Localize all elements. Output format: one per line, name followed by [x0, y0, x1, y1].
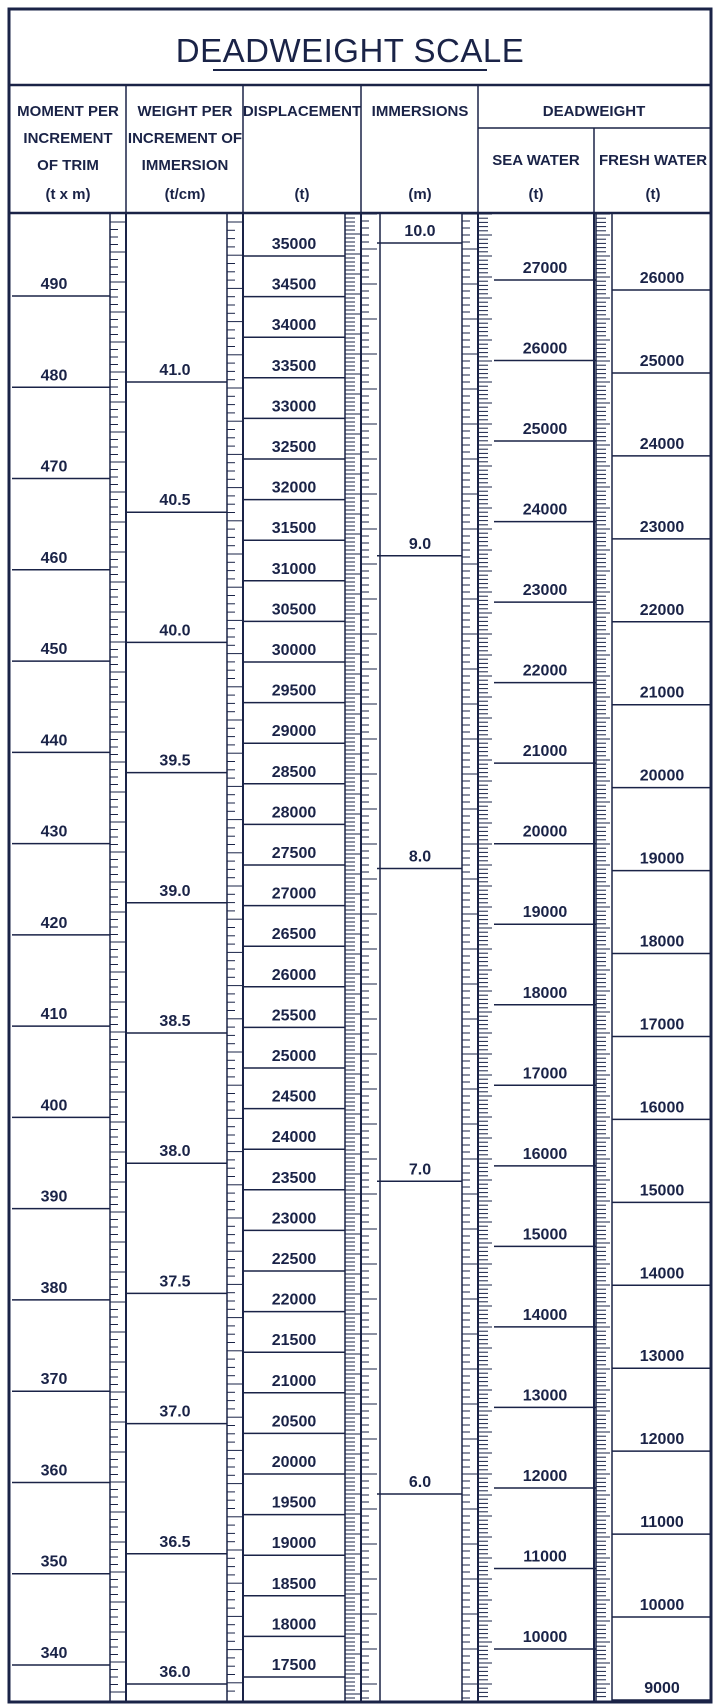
tpc-label: 39.0 — [159, 882, 191, 900]
sea-water-label: 12000 — [522, 1467, 568, 1485]
sea-water-label: 19000 — [522, 904, 568, 922]
displacement-label: 24000 — [271, 1129, 317, 1147]
displacement-label: 23500 — [271, 1169, 317, 1187]
displacement-label: 21000 — [271, 1372, 317, 1390]
sea-water-label: 10000 — [522, 1629, 568, 1646]
sea-water-label: 13000 — [522, 1387, 568, 1405]
fresh-water-label: 25000 — [639, 352, 685, 370]
displacement-label: 35000 — [271, 236, 317, 253]
fresh-water-label: 17000 — [639, 1016, 685, 1034]
fresh-water-label: 19000 — [639, 850, 685, 868]
sea-water-label: 11000 — [523, 1548, 567, 1566]
displacement-label: 30000 — [271, 642, 317, 659]
fresh-water-label: 26000 — [639, 270, 685, 287]
tpc-label: 37.0 — [159, 1403, 191, 1421]
header-tpc-line-1: WEIGHT PER — [137, 103, 233, 120]
fresh-water-label: 11000 — [640, 1514, 684, 1532]
sea-water-label: 23000 — [522, 582, 568, 600]
mct-label: 340 — [40, 1645, 68, 1662]
header-tpc — [128, 103, 242, 203]
page-title: DEADWEIGHT SCALE — [175, 32, 525, 69]
fresh-water-label: 21000 — [639, 684, 685, 702]
mct-label: 410 — [40, 1006, 68, 1024]
header-tpc-line-2: INCREMENT OF — [127, 130, 243, 147]
immersion-label: 9.0 — [408, 535, 432, 553]
header-sea-water-label: SEA WATER — [492, 152, 580, 169]
header-deadweight: DEADWEIGHT — [542, 103, 646, 120]
displacement-label: 31500 — [271, 520, 317, 538]
displacement-label: 24500 — [271, 1088, 317, 1106]
fresh-water-label: 12000 — [639, 1431, 685, 1449]
displacement-label: 22500 — [271, 1251, 317, 1268]
header-displacement-label: DISPLACEMENT — [242, 103, 362, 120]
header-tpc-line-3: IMMERSION — [141, 157, 229, 174]
sea-water-label: 27000 — [522, 260, 568, 277]
sea-water-label: 14000 — [522, 1306, 568, 1324]
header-mct-line-2: INCREMENT — [23, 130, 113, 147]
tpc-label: 40.5 — [159, 492, 191, 510]
mct-label: 490 — [40, 276, 68, 293]
sea-water-label: 18000 — [522, 984, 568, 1002]
displacement-label: 22000 — [271, 1291, 317, 1309]
displacement-label: 33500 — [271, 357, 317, 375]
mct-label: 390 — [40, 1188, 68, 1206]
mct-label: 350 — [40, 1553, 68, 1571]
header-displacement — [243, 103, 361, 203]
displacement-label: 34500 — [271, 276, 317, 294]
fresh-water-label: 22000 — [639, 601, 685, 619]
displacement-label: 29000 — [271, 723, 317, 741]
sea-water-label: 26000 — [522, 340, 568, 358]
tpc-label: 38.5 — [159, 1013, 191, 1030]
sea-water-label: 22000 — [522, 662, 568, 680]
displacement-label: 18500 — [271, 1575, 317, 1593]
displacement-label: 20000 — [271, 1454, 317, 1471]
tpc-label: 38.0 — [159, 1143, 191, 1161]
tpc-label: 40.0 — [159, 622, 191, 640]
header-fresh-water — [599, 152, 707, 203]
sea-water-label: 24000 — [522, 501, 568, 519]
displacement-label: 27000 — [271, 885, 317, 903]
fresh-water-label: 24000 — [639, 435, 685, 453]
sea-water-label: 16000 — [522, 1145, 568, 1163]
fresh-water-label: 10000 — [639, 1597, 685, 1615]
displacement-label: 25000 — [271, 1048, 317, 1065]
displacement-label: 31000 — [271, 560, 317, 578]
fresh-water-label: 20000 — [639, 767, 685, 785]
displacement-label: 30500 — [271, 601, 317, 619]
mct-label: 380 — [40, 1279, 68, 1297]
displacement-label: 28000 — [271, 804, 317, 822]
header-mct-line-3: OF TRIM — [37, 157, 99, 174]
header-fresh-water-label: FRESH WATER — [598, 152, 708, 169]
mct-label: 420 — [40, 914, 68, 932]
displacement-label: 20500 — [271, 1413, 317, 1431]
mct-label: 480 — [40, 367, 68, 385]
mct-label: 400 — [40, 1097, 68, 1115]
tpc-label: 39.5 — [159, 752, 191, 770]
mct-label: 450 — [40, 641, 68, 659]
tpc-label: 41.0 — [159, 362, 191, 379]
displacement-label: 19500 — [271, 1494, 317, 1512]
displacement-label: 19000 — [271, 1535, 317, 1553]
immersion-label: 8.0 — [408, 848, 432, 866]
header-immersions-label: IMMERSIONS — [371, 103, 469, 120]
header-immersions-unit: (m) — [408, 186, 432, 203]
displacement-label: 27500 — [271, 845, 317, 862]
mct-label: 460 — [40, 549, 68, 567]
header-tpc-unit: (t/cm) — [164, 186, 206, 203]
fresh-water-label: 23000 — [639, 518, 685, 536]
displacement-label: 34000 — [271, 317, 317, 335]
displacement-label: 32500 — [271, 439, 317, 456]
displacement-label: 32000 — [271, 479, 317, 497]
fresh-water-label: 18000 — [639, 933, 685, 951]
mct-label: 440 — [40, 732, 68, 750]
header-mct-unit: (t x m) — [45, 186, 91, 203]
immersion-label: 7.0 — [408, 1161, 432, 1179]
displacement-label: 25500 — [271, 1007, 317, 1025]
immersion-label: 10.0 — [404, 223, 436, 240]
header-immersions — [372, 103, 469, 203]
fresh-water-label: 16000 — [639, 1099, 685, 1117]
header-displacement-unit: (t) — [294, 186, 310, 203]
header-mct-line-1: MOMENT PER — [17, 103, 119, 120]
fresh-water-label: 13000 — [639, 1348, 685, 1366]
mct-label: 470 — [40, 458, 68, 476]
displacement-label: 26000 — [271, 966, 317, 984]
mct-label: 430 — [40, 823, 68, 841]
fresh-water-label: 9000 — [644, 1680, 680, 1697]
header-sea-water — [492, 152, 580, 203]
immersion-label: 6.0 — [408, 1474, 432, 1491]
tpc-label: 37.5 — [159, 1273, 191, 1291]
sea-water-label: 21000 — [522, 743, 568, 761]
mct-label: 370 — [40, 1371, 68, 1389]
fresh-water-label: 14000 — [639, 1265, 685, 1283]
mct-label: 360 — [40, 1462, 68, 1480]
displacement-label: 23000 — [271, 1210, 317, 1228]
sea-water-label: 25000 — [522, 421, 568, 439]
scales-body — [12, 213, 711, 1702]
tpc-label: 36.0 — [159, 1664, 191, 1681]
header-fresh-water-unit: (t) — [645, 186, 661, 203]
tpc-label: 36.5 — [159, 1533, 191, 1551]
displacement-label: 18000 — [271, 1616, 317, 1634]
header-mct — [17, 103, 119, 203]
displacement-label: 21500 — [271, 1332, 317, 1350]
sea-water-label: 17000 — [522, 1065, 568, 1083]
displacement-label: 26500 — [271, 926, 317, 944]
displacement-label: 33000 — [271, 398, 317, 416]
displacement-label: 28500 — [271, 763, 317, 781]
sea-water-label: 15000 — [522, 1226, 568, 1244]
displacement-label: 29500 — [271, 682, 317, 700]
displacement-label: 17500 — [271, 1657, 317, 1674]
sea-water-label: 20000 — [522, 823, 568, 841]
fresh-water-label: 15000 — [639, 1182, 685, 1200]
header-sea-water-unit: (t) — [528, 186, 544, 203]
